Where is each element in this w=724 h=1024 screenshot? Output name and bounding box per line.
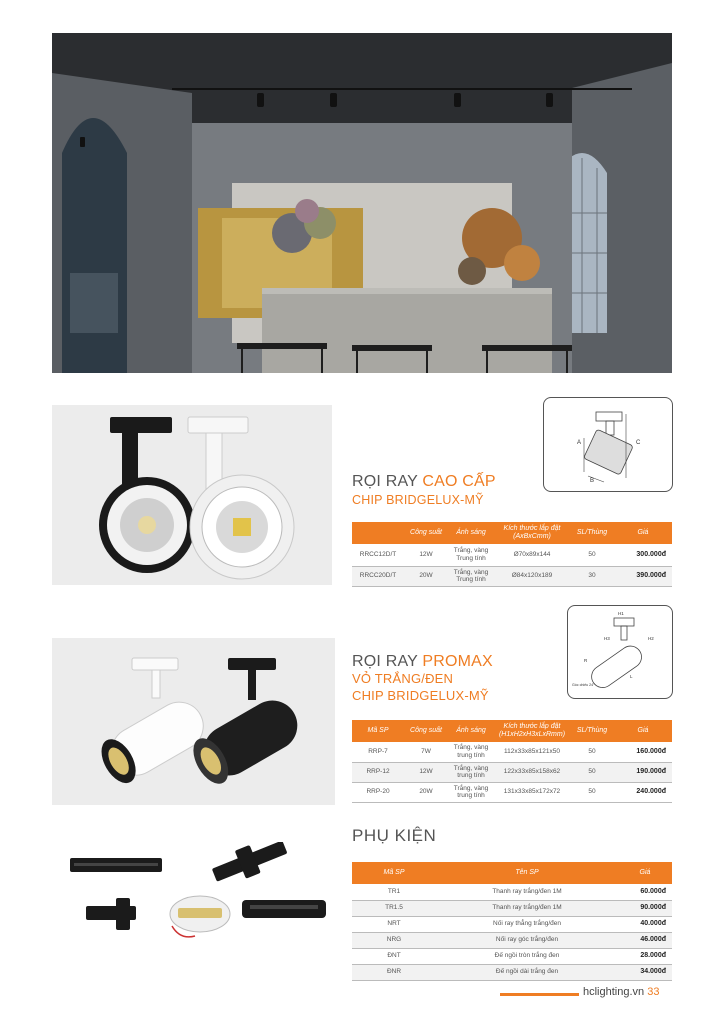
diagram-label-h2: H2 [648, 636, 654, 641]
spec-table-promax [352, 720, 672, 803]
hero-showroom-photo [52, 33, 672, 373]
col-header: Mã SP [352, 862, 436, 884]
product-photo-rroi-ray-promax [52, 638, 335, 805]
accessories-photo [60, 842, 350, 942]
diagram-label-h3: H3 [604, 636, 610, 641]
cell-code: NRG [352, 932, 436, 948]
cell-price: 300.000đ [614, 544, 672, 566]
table-header-row [352, 862, 672, 884]
title-plain: RỌI RAY [352, 473, 423, 490]
cell-price: 60.000đ [618, 884, 672, 900]
table-row [352, 544, 672, 566]
table-row [352, 916, 672, 932]
table-row [352, 964, 672, 980]
diagram-label-l: L [630, 674, 633, 679]
cell-price: 46.000đ [618, 932, 672, 948]
cell-price: 160.000đ [614, 742, 672, 762]
cell-code: RRP-20 [352, 782, 404, 802]
cell-size: 122x33x85x158x62 [494, 762, 570, 782]
diagram-label-beam: Góc chiếu 24° [572, 683, 595, 687]
cell-qty: 30 [570, 566, 614, 586]
title-accent: PROMAX [422, 653, 493, 670]
cell-size: 112x33x85x121x50 [494, 742, 570, 762]
col-header: Giá [618, 862, 672, 884]
cell-price: 40.000đ [618, 916, 672, 932]
table-row [352, 900, 672, 916]
cell-size: 131x33x85x172x72 [494, 782, 570, 802]
cell-code: RRCC20D/T [352, 566, 404, 586]
cell-light: Trắng, vàng trung tính [448, 782, 494, 802]
table-header-row [352, 720, 672, 742]
col-header: SL/Thùng [570, 720, 614, 742]
cell-qty: 50 [570, 544, 614, 566]
col-header: Công suất [404, 720, 448, 742]
table-row [352, 566, 672, 586]
cell-light: Trắng, vàng trung tính [448, 762, 494, 782]
cell-power: 7W [404, 742, 448, 762]
cell-code: RRP-7 [352, 742, 404, 762]
cell-code: TR1.5 [352, 900, 436, 916]
cell-code: TR1 [352, 884, 436, 900]
footer [583, 986, 659, 998]
cell-power: 12W [404, 544, 448, 566]
footer-accent-bar [500, 993, 579, 996]
col-header: Kích thước lắp đặt (H1xH2xH3xLxRmm) [494, 720, 570, 742]
table-row [352, 782, 672, 802]
cell-power: 20W [404, 782, 448, 802]
title-accent: CAO CẤP [422, 473, 496, 490]
accessories-title: PHỤ KIỆN [352, 826, 437, 845]
cell-name: Thanh ray trắng/đen 1M [436, 884, 618, 900]
col-header: Công suất [404, 522, 448, 544]
dimension-diagram-cao-cap [543, 397, 673, 492]
cell-name: Đế ngồi tròn trắng đen [436, 948, 618, 964]
table-row [352, 932, 672, 948]
cell-price: 390.000đ [614, 566, 672, 586]
cell-name: Thanh ray trắng/đen 1M [436, 900, 618, 916]
spec-table-accessories [352, 862, 672, 981]
spec-table-cao-cap [352, 522, 672, 587]
cell-name: Nối ray góc trắng/đen [436, 932, 618, 948]
cell-price: 28.000đ [618, 948, 672, 964]
diagram-label-r: R [584, 658, 588, 663]
table-row [352, 742, 672, 762]
product-subtitle-promax-1: VỎ TRẮNG/ĐEN [352, 671, 454, 686]
diagram-label-c: C [636, 440, 641, 446]
product-title-promax [352, 652, 493, 671]
cell-name: Nối ray thẳng trắng/đen [436, 916, 618, 932]
col-header: Giá [614, 522, 672, 544]
cell-price: 240.000đ [614, 782, 672, 802]
cell-name: Đế ngồi dài trắng đen [436, 964, 618, 980]
cell-light: Trắng, vàng trung tính [448, 742, 494, 762]
table-row [352, 948, 672, 964]
cell-price: 34.000đ [618, 964, 672, 980]
table-row [352, 884, 672, 900]
col-header: Tên SP [436, 862, 618, 884]
product-subtitle-promax-2: CHIP BRIDGELUX-MỸ [352, 688, 489, 703]
cell-qty: 50 [570, 762, 614, 782]
col-header: Mã SP [352, 720, 404, 742]
diagram-label-h1: H1 [618, 611, 624, 616]
cell-code: RRCC12D/T [352, 544, 404, 566]
diagram-label-a: A [577, 440, 582, 446]
col-header: SL/Thùng [570, 522, 614, 544]
product-title-cao-cap [352, 472, 496, 491]
title-plain: RỌI RAY [352, 653, 423, 670]
cell-code: ĐNT [352, 948, 436, 964]
table-row [352, 762, 672, 782]
col-header [352, 522, 404, 544]
cell-power: 20W [404, 566, 448, 586]
col-header: Ánh sáng [448, 522, 494, 544]
dimension-diagram-promax [567, 605, 673, 699]
cell-light: Trắng, vàng Trung tính [448, 544, 494, 566]
diagram-label-b: B [590, 478, 595, 484]
col-header: Ánh sáng [448, 720, 494, 742]
col-header: Giá [614, 720, 672, 742]
cell-qty: 50 [570, 782, 614, 802]
product-photo-rroi-ray-cao-cap [52, 405, 332, 585]
page-number: 33 [647, 986, 660, 998]
cell-code: NRT [352, 916, 436, 932]
col-header: Kích thước lắp đặt (AxBxCmm) [494, 522, 570, 544]
footer-site[interactable]: hclighting.vn [583, 986, 645, 998]
cell-price: 190.000đ [614, 762, 672, 782]
cell-size: Ø70x89x144 [494, 544, 570, 566]
cell-price: 90.000đ [618, 900, 672, 916]
cell-code: ĐNR [352, 964, 436, 980]
cell-power: 12W [404, 762, 448, 782]
cell-light: Trắng, vàng Trung tính [448, 566, 494, 586]
table-header-row [352, 522, 672, 544]
cell-qty: 50 [570, 742, 614, 762]
product-subtitle-cao-cap: CHIP BRIDGELUX-MỸ [352, 493, 484, 507]
cell-size: Ø84x120x189 [494, 566, 570, 586]
cell-code: RRP-12 [352, 762, 404, 782]
